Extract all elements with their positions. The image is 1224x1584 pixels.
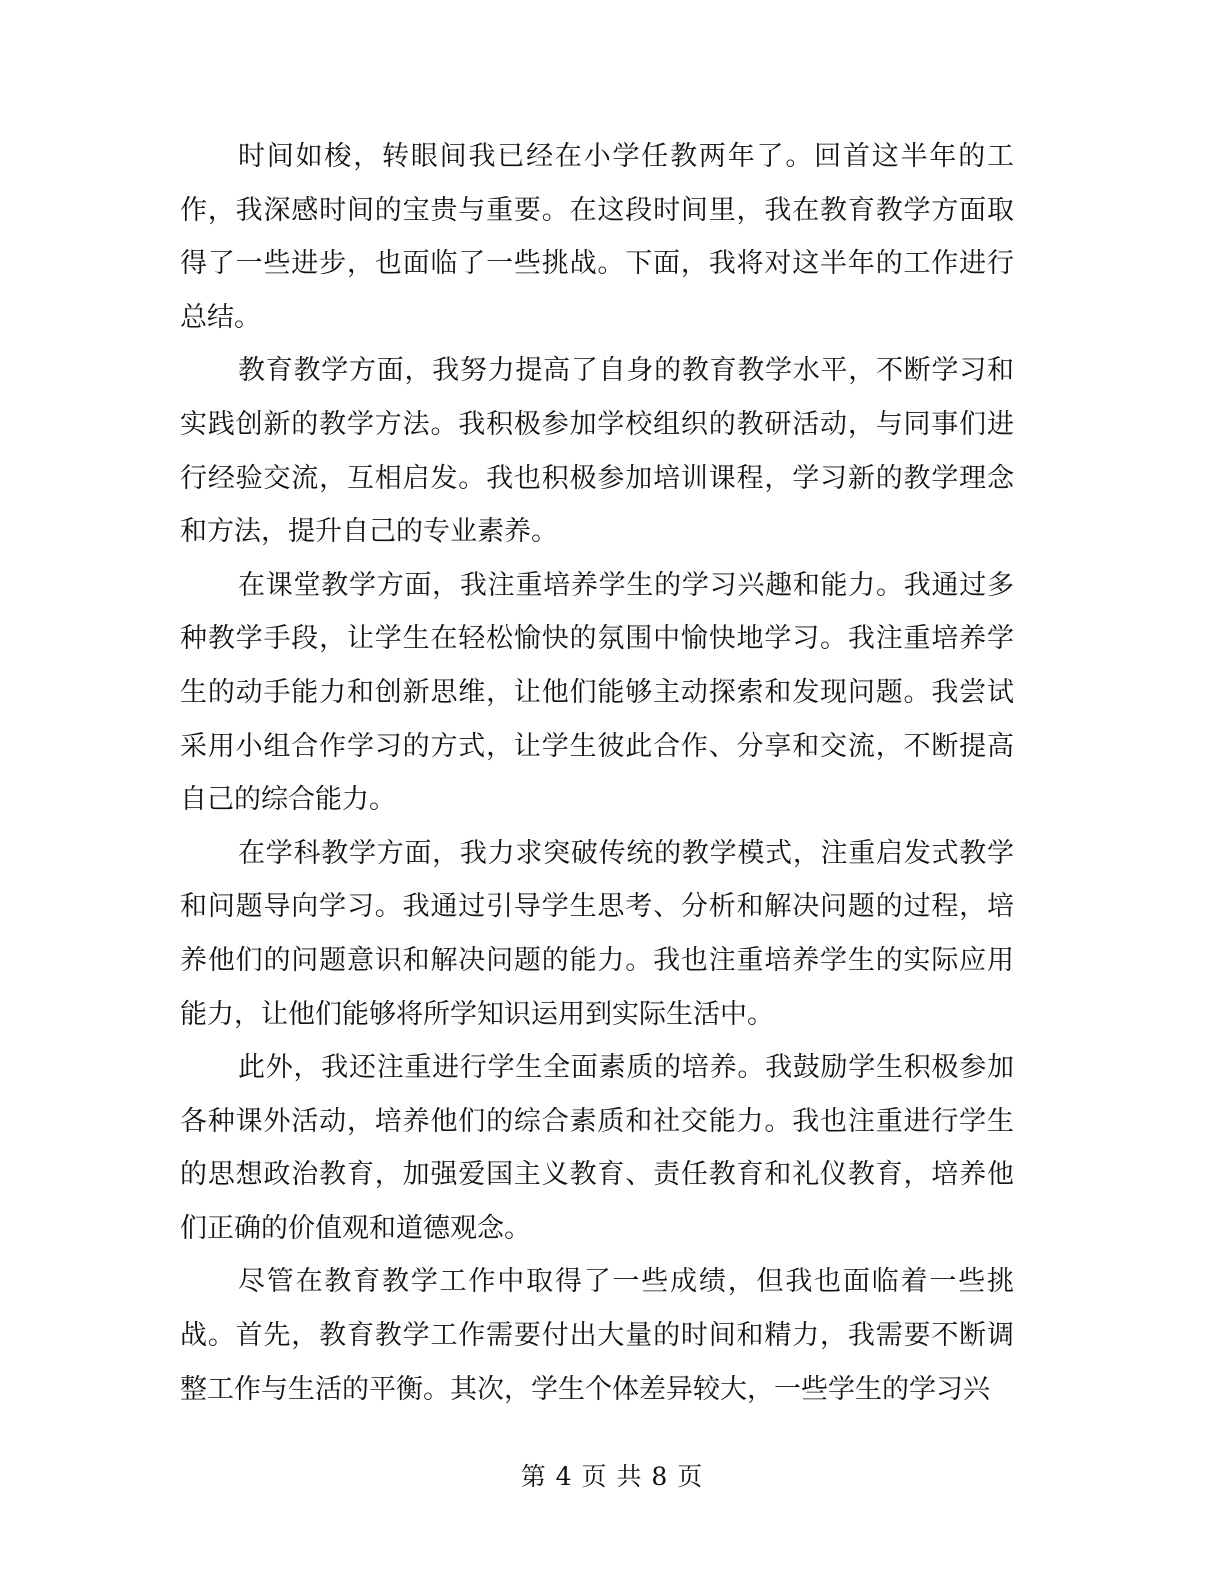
paragraph-2: 教育教学方面，我努力提高了自身的教育教学水平，不断学习和实践创新的教学方法。我积极参加学校组织的教研活动，与同事们进行经验交流，互相启发。我也积极参加培训课程，学习新的教学理念和方法，提升自己的专业素养。 [180,355,1014,548]
paragraph-1: 时间如梭，转眼间我已经在小学任教两年了。回首这半年的工作，我深感时间的宝贵与重要。在这段时间里，我在教育教学方面取得了一些进步，也面临了一些挑战。下面，我将对这半年的工作进行总结。 [180,141,1014,333]
paragraph-4: 在学科教学方面，我力求突破传统的教学模式，注重启发式教学和问题导向学习。我通过引导学生思考、分析和解决问题的过程，培养他们的问题意识和解决问题的能力。我也注重培养学生的实际应用能力，让他们能够将所学知识运用到实际生活中。 [180,837,1014,1030]
paragraph-3: 在课堂教学方面，我注重培养学生的学习兴趣和能力。我通过多种教学手段，让学生在轻松愉快的氛围中愉快地学习。我注重培养学生的动手能力和创新思维，让他们能够主动探索和发现问题。我尝试采用小组合作学习的方式，让学生彼此合作、分享和交流，不断提高自己的综合能力。 [180,569,1014,816]
body-text [180,130,1014,1416]
page-number-footer: 第 4 页 共 8 页 [520,1462,704,1491]
paragraph-6: 尽管在教育教学工作中取得了一些成绩，但我也面临着一些挑战。首先，教育教学工作需要付出大量的时间和精力，我需要不断调整工作与生活的平衡。其次，学生个体差异较大，一些学生的学习兴 [180,1266,1014,1405]
paragraph-5: 此外，我还注重进行学生全面素质的培养。我鼓励学生积极参加各种课外活动，培养他们的综合素质和社交能力。我也注重进行学生的思想政治教育，加强爱国主义教育、责任教育和礼仪教育，培养他们正确的价值观和道德观念。 [180,1052,1014,1244]
